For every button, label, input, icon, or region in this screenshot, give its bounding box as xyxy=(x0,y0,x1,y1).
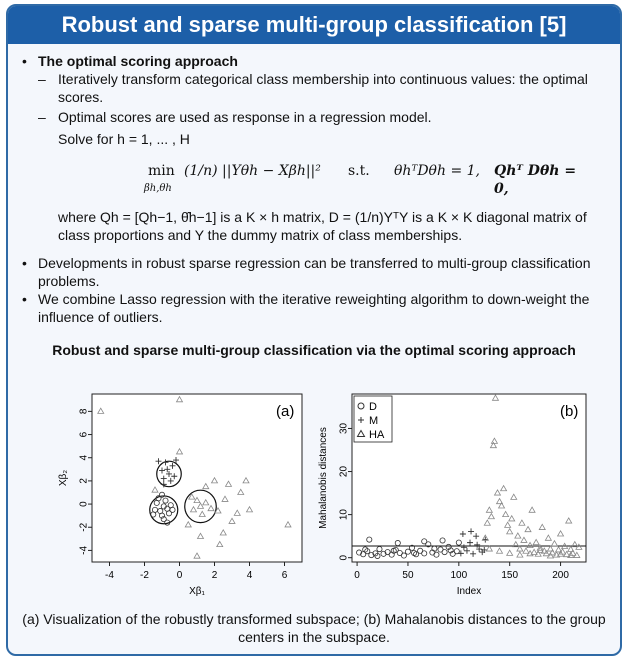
x-tick-label: 0 xyxy=(354,570,360,581)
y-axis-label: Mahalanobis distances xyxy=(318,427,329,529)
y-tick-label: 0 xyxy=(78,501,90,507)
eq-st: s.t. xyxy=(348,163,370,179)
y-axis-label: Xβ₂ xyxy=(58,469,69,487)
eq-min: min xyxy=(148,163,175,179)
eq-constraint-1: θhᵀDθh = 1, xyxy=(394,163,480,179)
panel-label: (b) xyxy=(560,403,579,420)
y-tick-label: 8 xyxy=(78,408,90,415)
eq-min-sub: βh,θh xyxy=(144,183,172,194)
equation xyxy=(144,154,588,198)
sub-bullet-1: Iteratively transform categorical class membership into continuous values: the optimal scores. xyxy=(58,71,588,105)
y-tick-label: 2 xyxy=(78,478,90,484)
plot-frame xyxy=(92,394,302,562)
x-tick-label: 50 xyxy=(402,570,414,581)
x-axis-label: Xβ₁ xyxy=(189,586,205,596)
y-tick-label: 0 xyxy=(338,554,350,561)
sub-bullet-2: Optimal scores are used as response in a regression model. xyxy=(58,109,432,125)
eq-body: (1/n) ||Yθh − Xβh||² xyxy=(184,163,321,179)
legend-label: HA xyxy=(369,429,385,441)
block-title: Robust and sparse multi-group classification [5] xyxy=(8,6,620,44)
bullet-3: We combine Lasso regression with the iterative reweighting algorithm to down-weight the influence of outliers. xyxy=(38,291,590,325)
x-tick-label: 150 xyxy=(501,570,519,581)
x-tick-label: 6 xyxy=(281,570,288,581)
x-tick-label: 200 xyxy=(552,570,569,581)
y-tick-label: 6 xyxy=(78,431,90,438)
x-tick-label: 2 xyxy=(211,570,218,581)
x-tick-label: 4 xyxy=(246,570,253,581)
y-tick-label: 30 xyxy=(338,422,350,435)
x-tick-label: 100 xyxy=(450,570,468,581)
y-tick-label: -4 xyxy=(78,545,90,555)
figure-caption: (a) Visualization of the robustly transformed subspace; (b) Mahalanobis distances to the group centers in the subspace. xyxy=(22,611,606,645)
x-tick-label: -2 xyxy=(140,570,149,581)
x-tick-label: 0 xyxy=(176,570,183,581)
panel-label: (a) xyxy=(276,403,295,420)
y-tick-label: 4 xyxy=(78,454,90,461)
y-tick-label: 20 xyxy=(338,465,350,478)
legend-label: D xyxy=(369,401,377,413)
bullet-marker: • xyxy=(22,291,27,307)
x-axis-label: Index xyxy=(456,586,482,596)
dash-marker: – xyxy=(38,71,46,87)
figure-heading: Robust and sparse multi-group classification via the optimal scoring approach xyxy=(52,342,576,358)
poster-block xyxy=(6,4,622,656)
y-tick-label: -2 xyxy=(78,522,90,532)
bullet-heading: The optimal scoring approach xyxy=(38,53,238,69)
legend-label: M xyxy=(369,415,379,427)
figure xyxy=(8,366,622,596)
x-tick-label: -4 xyxy=(105,570,114,581)
where-line-1: where Qh = [Qh−1, θ̂h−1] is a K × h matrix, D = (1/n)YᵀY is a K × K diagonal matrix of xyxy=(58,209,587,225)
dash-marker: – xyxy=(38,109,46,125)
eq-constraint-2: Qhᵀ Dθh = 0, xyxy=(494,163,577,197)
y-tick-label: 10 xyxy=(338,509,350,521)
bullet-2: Developments in robust sparse regression can be transferred to multi-group classification problems. xyxy=(38,255,591,289)
bullet-marker: • xyxy=(22,53,27,69)
solve-line: Solve for h = 1, ... , H xyxy=(58,131,190,147)
where-line-2: class proportions and Y the dummy matrix of class memberships. xyxy=(58,227,463,243)
bullet-marker: • xyxy=(22,255,27,271)
